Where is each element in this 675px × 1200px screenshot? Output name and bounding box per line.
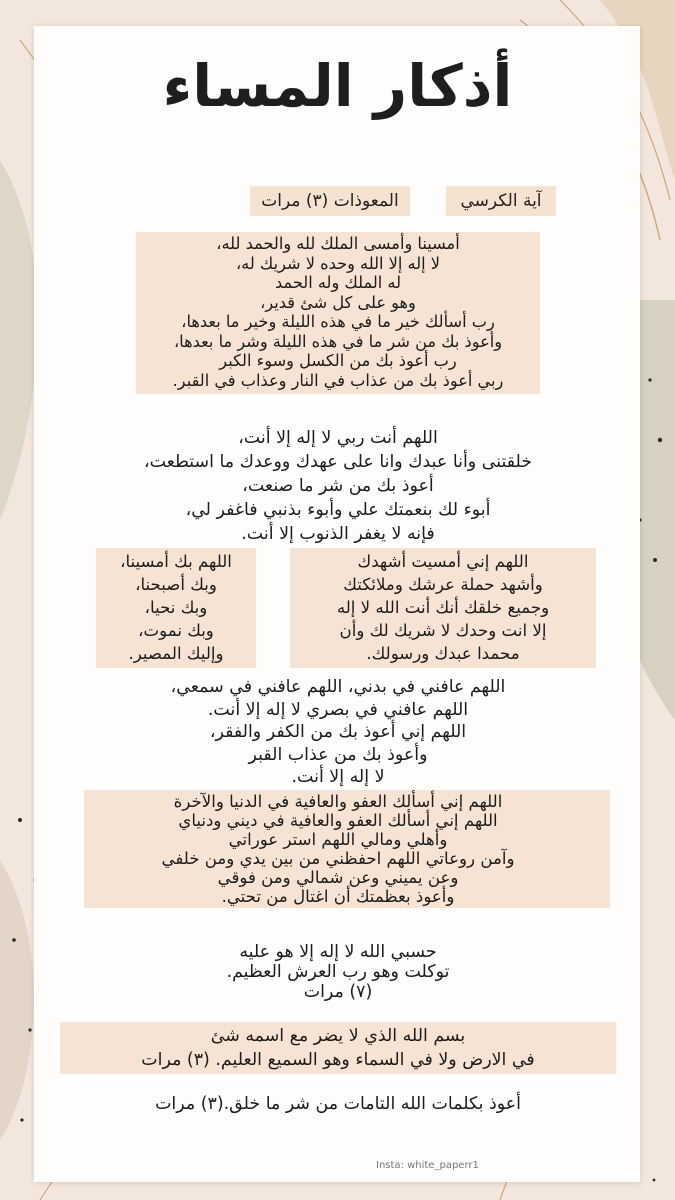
dhikr-line: له الملك وله الحمد bbox=[275, 273, 401, 292]
dhikr-block-6 bbox=[66, 792, 610, 906]
dhikr-block-5 bbox=[76, 676, 600, 789]
dhikr-line: وبك نحيا، bbox=[144, 598, 208, 617]
page-title: أذكار المساء bbox=[162, 52, 513, 120]
instagram-credit: Insta: white_paperr1 bbox=[376, 1160, 479, 1171]
dhikr-block-4 bbox=[96, 550, 256, 665]
dhikr-line: بسم الله الذي لا يضر مع اسمه شئ bbox=[210, 1026, 466, 1046]
dhikr-line: (٧) مرات bbox=[303, 982, 373, 1002]
leaf-icon bbox=[0, 160, 38, 520]
dhikr-line: وجميع خلقك أنك أنت الله لا إله bbox=[336, 598, 550, 617]
dhikr-line: أمسينا وأمسى الملك لله والحمد لله، bbox=[216, 234, 460, 253]
dhikr-line: اللهم عافني في بصري لا إله إلا أنت. bbox=[207, 699, 469, 720]
dhikr-line: وأعوذ بك من شر ما في هذه الليلة وشر ما بعدها، bbox=[173, 331, 503, 351]
dhikr-line: لا إله إلا أنت. bbox=[291, 767, 385, 787]
dhikr-line: حسبي الله لا إله إلا هو عليه bbox=[239, 942, 437, 962]
dhikr-block-9 bbox=[60, 1092, 616, 1116]
dhikr-line: وأعوذ بك من عذاب القبر bbox=[248, 744, 428, 765]
dhikr-block-3 bbox=[290, 550, 596, 665]
dhikr-line: اللهم أنت ربي لا إله إلا أنت، bbox=[238, 428, 438, 448]
dhikr-line: إلا انت وحدك لا شريك لك وأن bbox=[339, 621, 547, 640]
dhikr-line: وأعوذ بعظمتك أن اغتال من تحتي. bbox=[221, 887, 455, 906]
dhikr-line: أعوذ بكلمات الله التامات من شر ما خلق.(٣) مرات bbox=[155, 1094, 521, 1114]
dhikr-line: وإليك المصير. bbox=[128, 644, 224, 663]
dhikr-block-2 bbox=[60, 426, 616, 546]
dhikr-line: رب أسألك خير ما في هذه الليلة وخير ما بعدها، bbox=[181, 312, 495, 331]
dhikr-line: أعوذ بك من شر ما صنعت، bbox=[242, 476, 434, 496]
dhikr-line: توكلت وهو رب العرش العظيم. bbox=[226, 962, 450, 982]
dhikr-line: ربي أعوذ بك من عذاب في النار وعذاب في القبر. bbox=[172, 370, 504, 390]
dhikr-line: محمدا عبدك ورسولك. bbox=[366, 644, 520, 663]
dhikr-line: وبك نموت، bbox=[138, 621, 214, 640]
dhikr-block-7 bbox=[136, 942, 540, 1002]
dhikr-line: وعن يميني وعن شمالي ومن فوقي bbox=[217, 868, 459, 887]
dhikr-line: اللهم إني أمسيت أشهدك bbox=[357, 552, 529, 571]
dhikr-line: وبك أصبحنا، bbox=[135, 575, 217, 594]
dhikr-line: وآمن روعاتي اللهم احفظني من بين يدي ومن خلفي bbox=[161, 849, 515, 868]
tag-ayat-alkursi: آية الكرسي bbox=[446, 186, 556, 216]
dhikr-line: اللهم بك أمسينا، bbox=[120, 552, 232, 571]
dhikr-line: وهو على كل شئ قدير، bbox=[260, 292, 416, 312]
dhikr-line: رب أعوذ بك من الكسل وسوء الكبر bbox=[219, 351, 457, 370]
dhikr-line: وأهلي ومالي اللهم استر عوراتي bbox=[228, 830, 448, 849]
dhikr-line: أبوء لك بنعمتك علي وأبوء بذنبي فاغفر لي، bbox=[185, 500, 491, 520]
dhikr-line: وأشهد حملة عرشك وملائكتك bbox=[343, 575, 543, 594]
dhikr-line: اللهم عافني في بدني، اللهم عافني في سمعي، bbox=[170, 677, 506, 697]
dhikr-line: اللهم إني أعوذ بك من الكفر والفقر، bbox=[209, 722, 467, 742]
dhikr-line: اللهم إني أسألك العفو والعافية في الدنيا والآخرة bbox=[173, 792, 503, 811]
dhikr-block-1 bbox=[96, 234, 580, 390]
dhikr-block-8 bbox=[60, 1024, 616, 1072]
dhikr-line: خلقتنى وأنا عبدك وانا على عهدك ووعدك ما استطعت، bbox=[143, 452, 533, 472]
dhikr-line: فإنه لا يغفر الذنوب إلا أنت. bbox=[241, 524, 435, 544]
dhikr-line: لا إله إلا الله وحده لا شريك له، bbox=[235, 253, 441, 273]
leaf-icon bbox=[0, 860, 34, 1140]
dhikr-line: اللهم إني أسألك العفو والعافية في ديني ودنياي bbox=[178, 811, 498, 830]
tag-almuawwidhat: المعوذات (٣) مرات bbox=[250, 186, 410, 216]
dhikr-line: في الارض ولا في السماء وهو السميع العليم. (٣) مرات bbox=[141, 1050, 535, 1070]
